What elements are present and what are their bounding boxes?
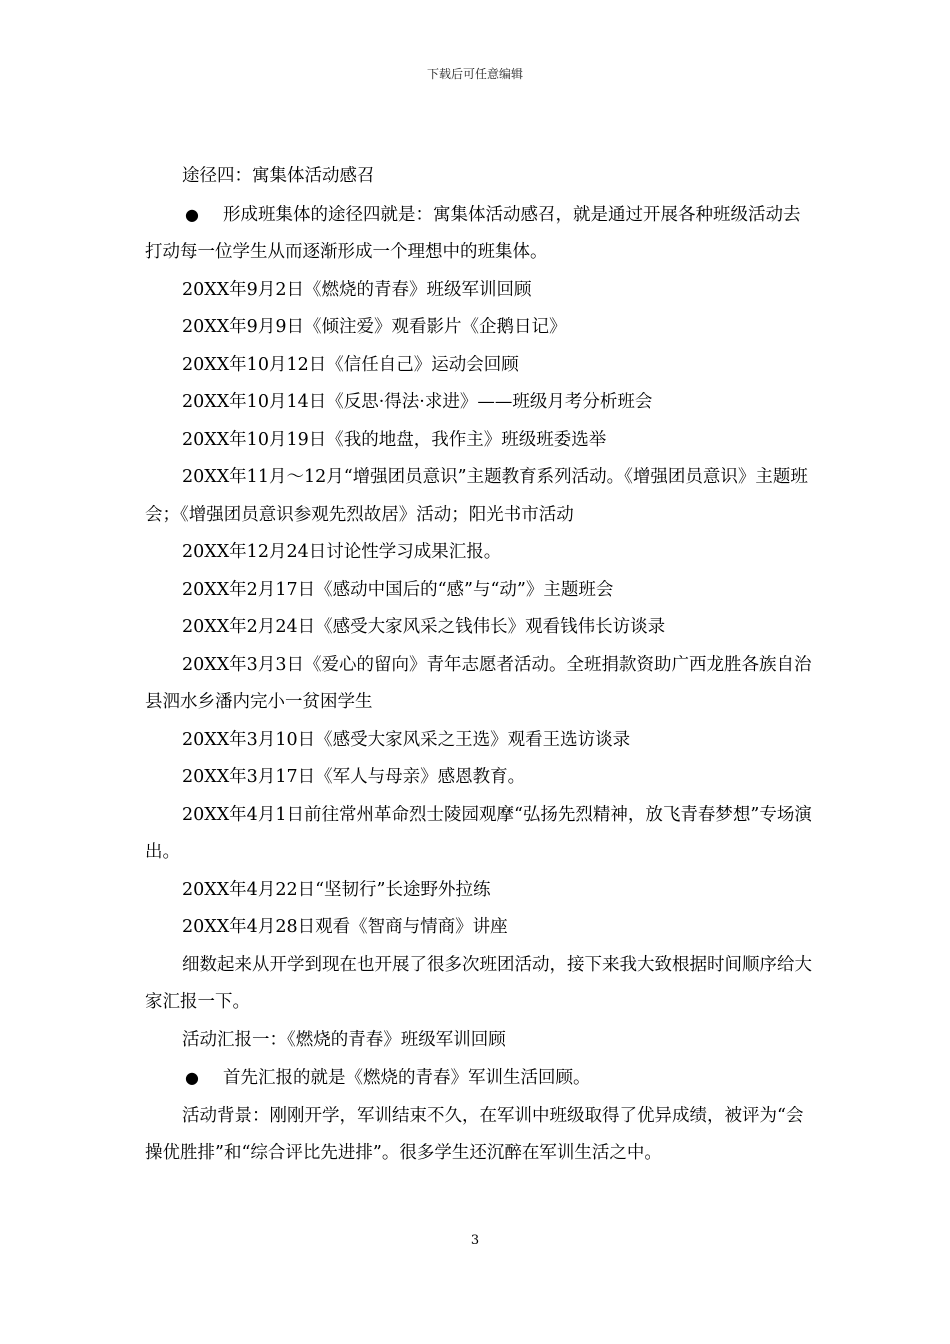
page-header: 下载后可任意编辑 xyxy=(426,67,523,81)
paragraph-text: 形成班集体的途径四就是：寓集体活动感召，就是通过开展各种班级活动去打动每一位学生从而逐渐形成一个理想中的班集体。 xyxy=(145,204,801,262)
activity-item: 20XX年2月24日《感受大家风采之钱伟长》观看钱伟长访谈录 xyxy=(182,617,666,637)
bullet-icon: ● xyxy=(185,204,199,224)
activity-item: 20XX年4月1日前往常州革命烈士陵园观摩“弘扬先烈精神，放飞青春梦想”专场演出。 xyxy=(145,804,812,862)
activity-item: 20XX年9月9日《倾注爱》观看影片《企鹅日记》 xyxy=(182,317,567,337)
bullet-icon: ● xyxy=(185,1068,199,1087)
activity-item: 20XX年10月19日《我的地盘，我作主》班级班委选举 xyxy=(182,429,607,450)
body-paragraph: 细数起来从开学到现在也开展了很多次班团活动，接下来我大致根据时间顺序给大家汇报一下。 xyxy=(145,954,812,1012)
body-paragraph: 活动背景：刚刚开学，军训结束不久，在军训中班级取得了优异成绩，被评为“会操优胜排”和“综合评比先进排”。很多学生还沉醉在军训生活之中。 xyxy=(145,1105,804,1163)
activity-item: 20XX年3月17日《军人与母亲》感恩教育。 xyxy=(182,767,526,787)
activity-item: 20XX年4月22日“坚韧行”长途野外拉练 xyxy=(182,879,491,900)
activity-item: 20XX年9月2日《燃烧的青春》班级军训回顾 xyxy=(182,279,532,300)
section-heading: 活动汇报一：《燃烧的青春》班级军训回顾 xyxy=(182,1029,506,1050)
document-body xyxy=(145,158,813,1173)
page-number: 3 xyxy=(470,1233,480,1248)
bullet-paragraph xyxy=(145,196,813,272)
activity-item: 20XX年3月10日《感受大家风采之王选》观看王选访谈录 xyxy=(182,729,631,750)
activity-item: 20XX年2月17日《感动中国后的“感”与“动”》主题班会 xyxy=(182,579,614,600)
activity-item: 20XX年3月3日《爱心的留向》青年志愿者活动。全班捐款资助广西龙胜各族自治县泗水乡潘内完小一贫困学生 xyxy=(145,654,812,712)
activity-item: 20XX年10月14日《反思·得法·求进》——班级月考分析班会 xyxy=(182,392,653,412)
activity-item: 20XX年4月28日观看《智商与情商》讲座 xyxy=(182,917,508,937)
activity-item: 20XX年11月～12月“增强团员意识”主题教育系列活动。《增强团员意识》主题班会；《增强团员意识参观先烈故居》活动；阳光书市活动 xyxy=(145,467,808,525)
activity-item: 20XX年12月24日讨论性学习成果汇报。 xyxy=(182,542,502,562)
section-heading: 途径四：寓集体活动感召 xyxy=(182,166,375,186)
activity-item: 20XX年10月12日《信任自己》运动会回顾 xyxy=(182,354,519,375)
bullet-paragraph xyxy=(145,1059,813,1098)
paragraph-text: 首先汇报的就是《燃烧的青春》军训生活回顾。 xyxy=(223,1068,591,1088)
